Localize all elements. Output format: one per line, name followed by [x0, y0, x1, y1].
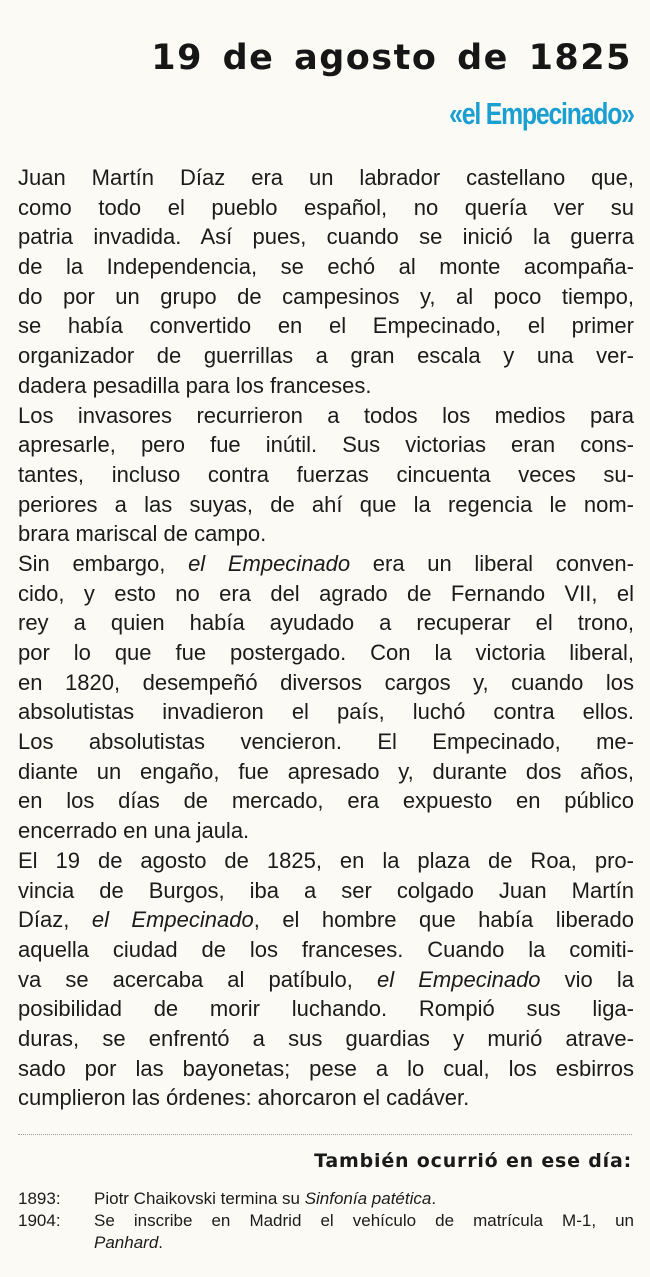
article-line: se había convertido en el Empecinado, el primer [18, 313, 634, 339]
section-divider [18, 1134, 632, 1135]
italic-title: Sinfonía patética [304, 1189, 432, 1208]
article-line: Los invasores recurrieron a todos los medios para [18, 402, 634, 428]
article-line: Juan Martín Díaz era un labrador castellano que, [18, 165, 634, 190]
article-line: cumplieron las órdenes: ahorcaron el cadáver. [18, 1085, 470, 1111]
article-line: do por un grupo de campesinos y, al poco tiempo, [18, 283, 634, 309]
article-subtitle: «el Empecinado» [449, 96, 634, 131]
article-line: duras, se enfrentó a sus guardias y murió atrave- [18, 1025, 634, 1051]
article-line: patria invadida. Así pues, cuando se inició la guerra [18, 224, 634, 250]
article-line: Sin embargo, el Empecinado era un liberal conven- [18, 550, 634, 576]
article-line: rey a quien había ayudado a recuperar el trono, [18, 610, 634, 636]
event-year: 1893: [18, 1189, 61, 1208]
article-line: apresarle, pero fue inútil. Sus victorias eran cons- [18, 432, 634, 458]
event-year: 1904: [18, 1211, 61, 1230]
article-line: tantes, incluso contra fuerzas cincuenta veces su- [18, 461, 634, 487]
italic-name: el Empecinado [188, 550, 351, 576]
event-item [18, 1210, 634, 1254]
article-line: vincia de Burgos, iba a ser colgado Juan Martín [18, 877, 634, 903]
article-line: posibilidad de morir luchando. Rompió sus liga- [18, 996, 634, 1022]
article-line: Los absolutistas vencieron. El Empecinado, me- [18, 729, 634, 755]
article-line: por lo que fue postergado. Con la victoria liberal, [18, 640, 634, 665]
italic-name: el Empecinado [91, 907, 254, 933]
article-line: encerrado en una jaula. [18, 818, 250, 844]
article-line: brara mariscal de campo. [18, 521, 267, 547]
article-line: diante un engaño, fue apresado y, durante dos años, [18, 758, 634, 784]
events-list [18, 1188, 634, 1254]
article-body [18, 163, 634, 1113]
event-item [18, 1188, 634, 1210]
article-line: de la Independencia, se echó al monte acompaña- [18, 254, 634, 280]
article-line: va se acercaba al patíbulo, el Empecinado vio la [18, 966, 634, 992]
article-line: sado por las bayonetas; pese a lo cual, los esbirros [18, 1055, 634, 1081]
article-line: absolutistas invadieron el país, luchó contra ellos. [18, 699, 634, 725]
event-description: Se inscribe en Madrid el vehículo de matrícula M-1, un Panhard. [94, 1211, 634, 1252]
italic-name: el Empecinado [377, 966, 541, 992]
italic-title: Panhard [94, 1233, 159, 1252]
article-line: como todo el pueblo español, no quería ver su [18, 194, 634, 220]
article-line: El 19 de agosto de 1825, en la plaza de Roa, pro- [18, 847, 634, 873]
article-line: en los días de mercado, era expuesto en público [18, 788, 634, 814]
page-title: 19 de agosto de 1825 [151, 38, 632, 78]
article-line: cido, y esto no era del agrado de Fernando VII, el [18, 580, 634, 606]
article-line: organizador de guerrillas a gran escala y una ver- [18, 343, 634, 369]
article-line: dadera pesadilla para los franceses. [18, 372, 372, 398]
article-line: en 1820, desempeñó diversos cargos y, cuando los [18, 669, 634, 695]
article-line: Díaz, el Empecinado, el hombre que había liberado [18, 907, 634, 933]
article-line: aquella ciudad de los franceses. Cuando la comiti- [18, 936, 634, 962]
event-description: Piotr Chaikovski termina su Sinfonía patética. [94, 1189, 437, 1208]
article-line: periores a las suyas, de ahí que la regencia le nom- [18, 491, 634, 517]
also-happened-heading: También ocurrió en ese día: [314, 1150, 632, 1172]
